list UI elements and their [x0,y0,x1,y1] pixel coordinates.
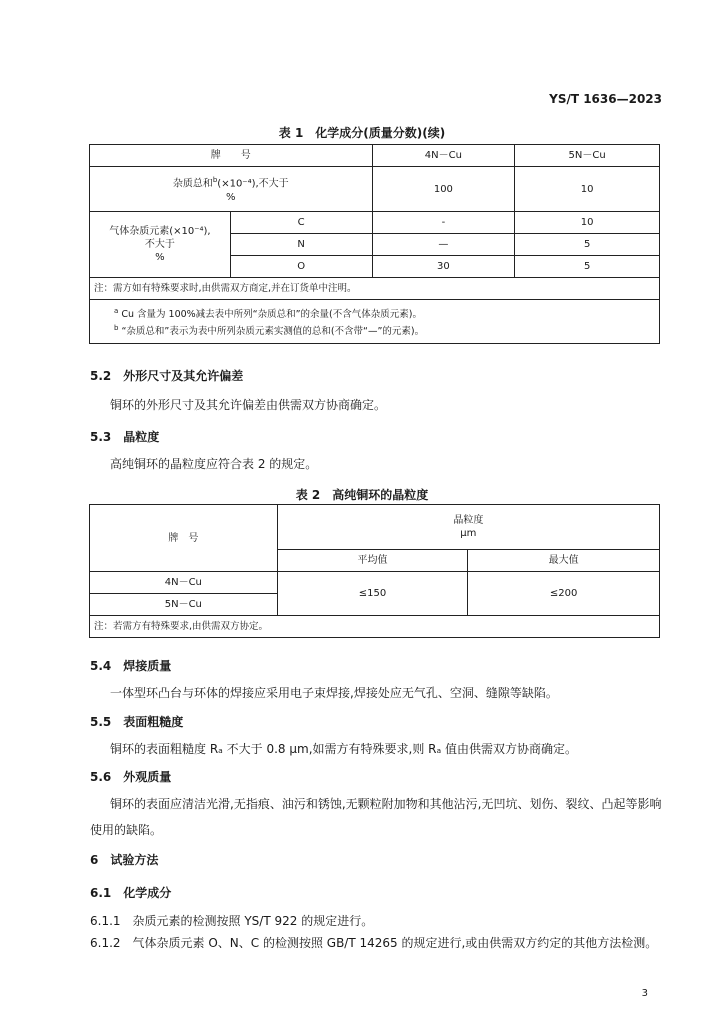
table2-grade-4n: 4N－Cu [90,572,278,594]
table1-header-row [90,145,660,167]
table1-impurity-row [90,167,660,212]
table2-max-header: 最大值 [468,550,660,572]
section-5-6-title: 5.6 外观质量 [90,770,172,784]
impurity-total-label: 杂质总和$^b$(×10⁻⁴),不大于 % [90,167,373,212]
standard-code: YS/T 1636—2023 [549,92,662,106]
section-6-1-1: 6.1.1 杂质元素的检测按照 YS/T 922 的规定进行。 [90,914,374,928]
table1 [89,144,660,344]
section-5-2-title: 5.2 外形尺寸及其允许偏差 [90,369,244,383]
section-5-5-title: 5.5 表面粗糙度 [90,715,184,729]
gas-value-5n: 10 [515,212,660,234]
gas-element: O [230,256,372,278]
impurity-total-5n: 10 [515,167,660,212]
section-5-2-text: 铜环的外形尺寸及其允许偏差由供需双方协商确定。 [110,398,387,412]
table2-grain-header: 晶粒度 μm [277,505,659,550]
section-6-1-title: 6.1 化学成分 [90,886,172,900]
table1-footnotes: $^a$ Cu 含量为 100%减去表中所列“杂质总和”的余量(不含气体杂质元素)。 $^b$ “杂质总和”表示为表中所列杂质元素实测值的总和(不含带“—”的元素)。 [90,300,660,344]
section-6-title: 6 试验方法 [90,853,159,867]
table1-grade-header: 牌 号 [90,145,373,167]
table2 [89,504,660,638]
table2-avg-header: 平均值 [277,550,468,572]
section-5-6-text: 铜环的表面应清洁光滑,无指痕、油污和锈蚀,无颗粒附加物和其他沾污,无凹坑、划伤、裂纹、凸起等影响使用的缺陷。 [90,797,662,837]
gas-element: N [230,234,372,256]
table2-grade-header: 牌 号 [90,505,278,572]
impurity-total-4n: 100 [372,167,515,212]
gas-value-4n: — [372,234,515,256]
table1-note: 注：需方如有特殊要求时,由供需双方商定,并在订货单中注明。 [90,278,660,300]
section-5-4-title: 5.4 焊接质量 [90,659,172,673]
table1-footnote-row [90,300,660,344]
table1-caption: 表 1 化学成分(质量分数)(续) [278,126,446,140]
section-5-5-text: 铜环的表面粗糙度 Rₐ 不大于 0.8 μm,如需方有特殊要求,则 Rₐ 值由供需双方协商确定。 [110,742,578,756]
table2-max-value: ≤200 [468,572,660,616]
section-5-3-title: 5.3 晶粒度 [90,430,160,444]
gas-element: C [230,212,372,234]
table2-note: 注：若需方有特殊要求,由供需双方协定。 [90,616,660,638]
gas-value-5n: 5 [515,256,660,278]
page-number: 3 [641,988,648,999]
section-5-4-text: 一体型环凸台与环体的焊接应采用电子束焊接,焊接处应无气孔、空洞、缝隙等缺陷。 [110,686,558,700]
table1-col-4n: 4N－Cu [372,145,515,167]
table1-note-row [90,278,660,300]
table1-gas-row-c [90,212,660,234]
gas-impurity-label: 气体杂质元素(×10⁻⁴), 不大于 % [90,212,231,278]
section-5-3-text: 高纯铜环的晶粒度应符合表 2 的规定。 [110,457,318,471]
table2-header-row [90,505,660,550]
gas-value-4n: 30 [372,256,515,278]
gas-value-5n: 5 [515,234,660,256]
table2-caption: 表 2 高纯铜环的晶粒度 [295,488,429,502]
table2-grade-5n: 5N－Cu [90,594,278,616]
table2-note-row [90,616,660,638]
section-6-1-2: 6.1.2 气体杂质元素 O、N、C 的检测按照 GB/T 14265 的规定进行,或由供需双方约定的其他方法检测。 [90,936,658,950]
table2-avg-value: ≤150 [277,572,468,616]
table2-row-4n [90,572,660,594]
gas-value-4n: - [372,212,515,234]
table1-col-5n: 5N－Cu [515,145,660,167]
